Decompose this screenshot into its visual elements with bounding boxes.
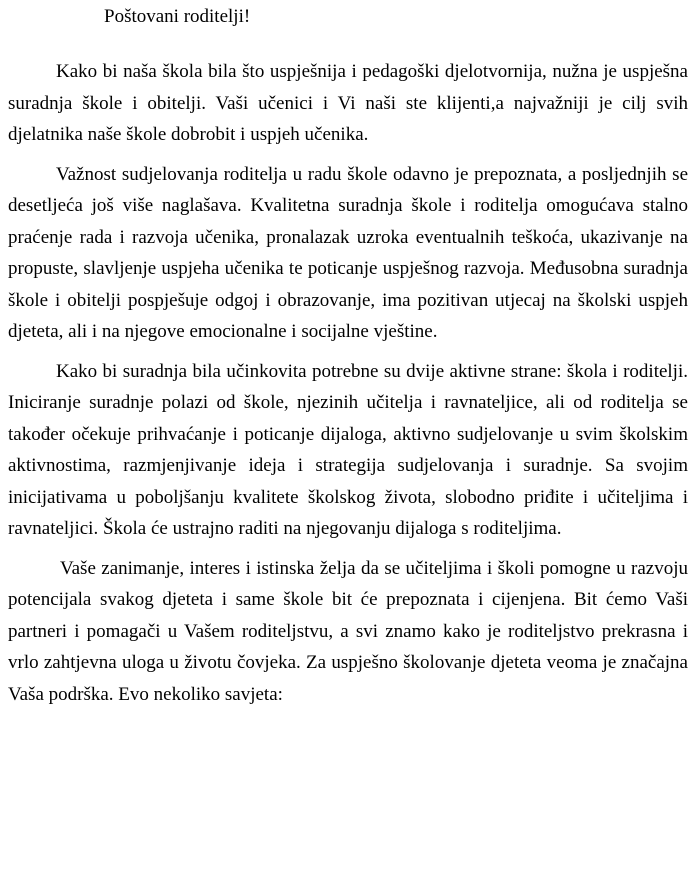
- paragraph-3: Kako bi suradnja bila učinkovita potrebne su dvije aktivne strane: škola i roditelji. Iniciranje suradnje polazi od škole, njezinih učitelja i ravnateljice, ali od roditelja se također očekuje prihvaćanje i poticanje dijaloga, aktivno sudjelovanje u svim školskim aktivnostima, razmjenjivanje ideja i strategija sudjelovanja i suradnje. Sa svojim inicijativama u poboljšanju kvalitete školskog života, slobodno priđite i učiteljima i ravnateljici. Škola će ustrajno raditi na njegovanju dijaloga s roditeljima.: [8, 360, 688, 539]
- letter-body: [8, 56, 688, 718]
- greeting: Poštovani roditelji!: [104, 6, 251, 27]
- paragraph-1: Kako bi naša škola bila što uspješnija i pedagoški djelotvornija, nužna je uspješna suradnja škole i obitelji. Vaši učenici i Vi naši ste klijenti,a najvažniji je cilj svih djelatnika naše škole dobrobit i uspjeh učenika.: [8, 61, 688, 145]
- paragraph-2: Važnost sudjelovanja roditelja u radu škole odavno je prepoznata, a posljednjih se desetljeća još više naglašava. Kvalitetna suradnja škole i roditelja omogućava stalno praćenje rada i razvoja učenika, pronalazak uzroka eventualnih teškoća, ukazivanje na propuste, slavljenje uspjeha učenika te poticanje uspješnog razvoja. Međusobna suradnja škole i obitelji pospješuje odgoj i obrazovanje, ima pozitivan utjecaj na školski uspjeh djeteta, ali i na njegove emocionalne i socijalne vještine.: [8, 163, 688, 342]
- paragraph-4: Vaše zanimanje, interes i istinska želja da se učiteljima i školi pomogne u razvoju potencijala svakog djeteta i same škole bit će prepoznata i cijenjena. Bit ćemo Vaši partneri i pomagači u Vašem roditeljstvu, a svi znamo kako je roditeljstvo prekrasna i vrlo zahtjevna uloga u životu čovjeka. Za uspješno školovanje djeteta veoma je značajna Vaša podrška. Evo nekoliko savjeta:: [8, 557, 688, 705]
